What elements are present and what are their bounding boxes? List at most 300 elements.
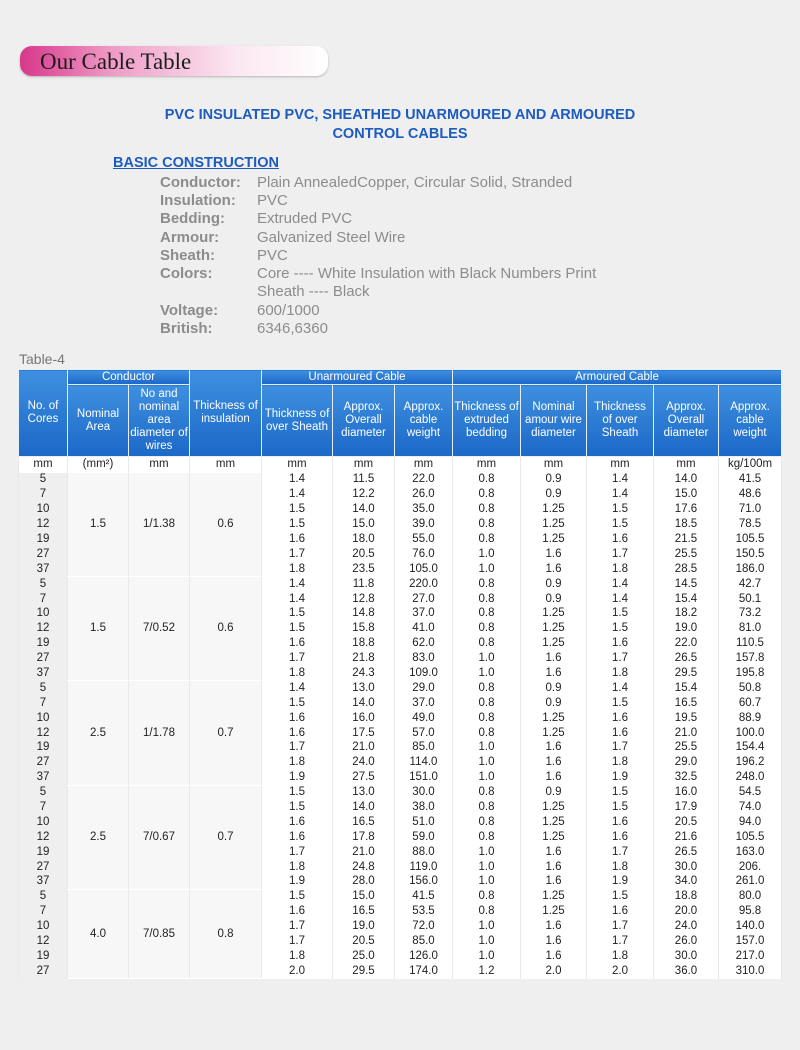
cores-cell: 27 [19, 651, 68, 666]
armoured-bedding-cell: 1.0 [453, 949, 521, 964]
unarmoured-weight-cell: 37.0 [395, 696, 453, 711]
header-armoured-wire: Nominal amour wire diameter [521, 385, 587, 457]
unarmoured-diameter-cell: 17.5 [333, 726, 395, 741]
unarmoured-sheath-cell: 1.8 [262, 562, 333, 577]
armoured-weight-cell: 261.0 [719, 875, 782, 890]
armoured-diameter-cell: 29.5 [654, 666, 719, 681]
basic-construction-title: BASIC CONSTRUCTION [113, 155, 279, 171]
armoured-bedding-cell: 0.8 [453, 607, 521, 622]
unarmoured-weight-cell: 49.0 [395, 711, 453, 726]
armoured-weight-cell: 105.5 [719, 532, 782, 547]
cores-cell: 12 [19, 934, 68, 949]
unarmoured-sheath-cell: 1.6 [262, 711, 333, 726]
armoured-bedding-cell: 0.8 [453, 785, 521, 800]
header-armoured-bedding: Thickness of extruded bedding [453, 385, 521, 457]
armoured-sheath-cell: 1.7 [587, 547, 654, 562]
header-unarmoured-diameter: Approx. Overall diameter [333, 385, 395, 457]
unarmoured-weight-cell: 30.0 [395, 785, 453, 800]
spec-value: Core ---- White Insulation with Black Numbers Print [257, 265, 597, 282]
spec-value: Galvanized Steel Wire [257, 229, 406, 246]
armoured-sheath-cell: 2.0 [587, 964, 654, 979]
unarmoured-diameter-cell: 19.0 [333, 919, 395, 934]
armoured-sheath-cell: 1.4 [587, 473, 654, 488]
armoured-bedding-cell: 0.8 [453, 904, 521, 919]
armoured-diameter-cell: 29.0 [654, 755, 719, 770]
unarmoured-weight-cell: 105.0 [395, 562, 453, 577]
unarmoured-weight-cell: 41.0 [395, 621, 453, 636]
armoured-diameter-cell: 19.5 [654, 711, 719, 726]
nominal-area-cell: 4.0 [68, 889, 129, 978]
unarmoured-sheath-cell: 1.8 [262, 860, 333, 875]
unit-cell: (mm²) [68, 457, 129, 473]
header-nominal-area: Nominal Area [68, 385, 129, 457]
armoured-diameter-cell: 30.0 [654, 860, 719, 875]
armoured-sheath-cell: 1.6 [587, 726, 654, 741]
unarmoured-diameter-cell: 24.0 [333, 755, 395, 770]
armoured-wire-cell: 1.6 [521, 860, 587, 875]
armoured-diameter-cell: 21.0 [654, 726, 719, 741]
table-caption: Table-4 [19, 351, 65, 367]
unarmoured-sheath-cell: 1.5 [262, 800, 333, 815]
armoured-diameter-cell: 21.5 [654, 532, 719, 547]
cores-cell: 10 [19, 711, 68, 726]
unarmoured-diameter-cell: 15.0 [333, 889, 395, 904]
unarmoured-sheath-cell: 1.8 [262, 755, 333, 770]
armoured-weight-cell: 95.8 [719, 904, 782, 919]
spec-value: Extruded PVC [257, 210, 353, 227]
table-row [19, 577, 782, 592]
armoured-wire-cell: 1.25 [521, 711, 587, 726]
unarmoured-diameter-cell: 14.0 [333, 696, 395, 711]
armoured-bedding-cell: 1.0 [453, 755, 521, 770]
unarmoured-sheath-cell: 1.7 [262, 741, 333, 756]
armoured-bedding-cell: 1.0 [453, 741, 521, 756]
armoured-weight-cell: 195.8 [719, 666, 782, 681]
banner-title: Our Cable Table [40, 49, 192, 74]
cores-cell: 5 [19, 785, 68, 800]
armoured-bedding-cell: 0.8 [453, 577, 521, 592]
unarmoured-diameter-cell: 12.8 [333, 592, 395, 607]
unarmoured-sheath-cell: 1.6 [262, 815, 333, 830]
armoured-sheath-cell: 1.5 [587, 502, 654, 517]
armoured-wire-cell: 0.9 [521, 577, 587, 592]
armoured-wire-cell: 1.25 [521, 830, 587, 845]
cores-cell: 5 [19, 473, 68, 488]
armoured-diameter-cell: 18.5 [654, 517, 719, 532]
cores-cell: 7 [19, 800, 68, 815]
armoured-wire-cell: 2.0 [521, 964, 587, 979]
armoured-wire-cell: 1.25 [521, 800, 587, 815]
armoured-bedding-cell: 0.8 [453, 473, 521, 488]
header-armoured-diameter: Approx. Overall diameter [654, 385, 719, 457]
unarmoured-diameter-cell: 13.0 [333, 681, 395, 696]
spec-value: Plain AnnealedCopper, Circular Solid, Stranded [257, 174, 573, 191]
armoured-wire-cell: 1.6 [521, 875, 587, 890]
unarmoured-sheath-cell: 1.8 [262, 949, 333, 964]
armoured-bedding-cell: 0.8 [453, 636, 521, 651]
armoured-sheath-cell: 1.7 [587, 919, 654, 934]
armoured-diameter-cell: 15.4 [654, 592, 719, 607]
header-conductor: Conductor [68, 370, 190, 385]
unarmoured-sheath-cell: 1.6 [262, 904, 333, 919]
unarmoured-sheath-cell: 1.5 [262, 785, 333, 800]
unarmoured-diameter-cell: 11.5 [333, 473, 395, 488]
armoured-sheath-cell: 1.8 [587, 949, 654, 964]
unarmoured-sheath-cell: 2.0 [262, 964, 333, 979]
armoured-bedding-cell: 1.0 [453, 547, 521, 562]
armoured-sheath-cell: 1.4 [587, 487, 654, 502]
nominal-area-cell: 2.5 [68, 785, 129, 889]
header-thickness-insulation: Thickness of insulation [190, 370, 262, 457]
unarmoured-diameter-cell: 20.5 [333, 934, 395, 949]
unarmoured-weight-cell: 85.0 [395, 934, 453, 949]
armoured-weight-cell: 78.5 [719, 517, 782, 532]
unarmoured-sheath-cell: 1.5 [262, 502, 333, 517]
armoured-weight-cell: 73.2 [719, 607, 782, 622]
cores-cell: 7 [19, 592, 68, 607]
armoured-wire-cell: 0.9 [521, 785, 587, 800]
unarmoured-sheath-cell: 1.6 [262, 532, 333, 547]
armoured-bedding-cell: 1.0 [453, 770, 521, 785]
nominal-area-cell: 1.5 [68, 577, 129, 681]
nominal-wires-cell: 1/1.38 [129, 473, 190, 577]
unarmoured-sheath-cell: 1.9 [262, 770, 333, 785]
unarmoured-diameter-cell: 14.8 [333, 607, 395, 622]
unarmoured-weight-cell: 62.0 [395, 636, 453, 651]
spec-label: Conductor: [160, 174, 241, 191]
unarmoured-diameter-cell: 24.8 [333, 860, 395, 875]
armoured-bedding-cell: 0.8 [453, 621, 521, 636]
armoured-weight-cell: 50.1 [719, 592, 782, 607]
unarmoured-diameter-cell: 18.0 [333, 532, 395, 547]
units-row [19, 457, 782, 473]
armoured-diameter-cell: 19.0 [654, 621, 719, 636]
armoured-wire-cell: 1.6 [521, 741, 587, 756]
unarmoured-weight-cell: 85.0 [395, 741, 453, 756]
unarmoured-sheath-cell: 1.7 [262, 934, 333, 949]
armoured-wire-cell: 0.9 [521, 473, 587, 488]
unarmoured-sheath-cell: 1.5 [262, 517, 333, 532]
armoured-weight-cell: 157.8 [719, 651, 782, 666]
armoured-weight-cell: 71.0 [719, 502, 782, 517]
unarmoured-sheath-cell: 1.5 [262, 696, 333, 711]
armoured-bedding-cell: 0.8 [453, 487, 521, 502]
armoured-bedding-cell: 0.8 [453, 830, 521, 845]
armoured-weight-cell: 310.0 [719, 964, 782, 979]
unarmoured-diameter-cell: 14.0 [333, 502, 395, 517]
unarmoured-diameter-cell: 16.5 [333, 904, 395, 919]
armoured-wire-cell: 1.25 [521, 636, 587, 651]
armoured-weight-cell: 163.0 [719, 845, 782, 860]
unarmoured-weight-cell: 151.0 [395, 770, 453, 785]
cores-cell: 37 [19, 562, 68, 577]
armoured-weight-cell: 50.8 [719, 681, 782, 696]
unarmoured-weight-cell: 156.0 [395, 875, 453, 890]
armoured-wire-cell: 0.9 [521, 696, 587, 711]
unarmoured-diameter-cell: 21.0 [333, 845, 395, 860]
armoured-weight-cell: 206. [719, 860, 782, 875]
armoured-wire-cell: 1.25 [521, 532, 587, 547]
unarmoured-weight-cell: 37.0 [395, 607, 453, 622]
armoured-bedding-cell: 1.0 [453, 845, 521, 860]
unarmoured-weight-cell: 114.0 [395, 755, 453, 770]
header-nominal-wires: No and nominal area diameter of wires [129, 385, 190, 457]
armoured-wire-cell: 1.25 [521, 517, 587, 532]
armoured-diameter-cell: 16.5 [654, 696, 719, 711]
armoured-weight-cell: 42.7 [719, 577, 782, 592]
armoured-sheath-cell: 1.4 [587, 592, 654, 607]
nominal-wires-cell: 7/0.67 [129, 785, 190, 889]
page-heading-line-1: PVC INSULATED PVC, SHEATHED UNARMOURED AND ARMOURED [164, 107, 636, 123]
unarmoured-diameter-cell: 23.5 [333, 562, 395, 577]
armoured-wire-cell: 0.9 [521, 681, 587, 696]
armoured-weight-cell: 60.7 [719, 696, 782, 711]
unarmoured-weight-cell: 174.0 [395, 964, 453, 979]
unit-cell: kg/100m [719, 457, 782, 473]
unarmoured-diameter-cell: 20.5 [333, 547, 395, 562]
insulation-cell: 0.7 [190, 785, 262, 889]
unarmoured-weight-cell: 22.0 [395, 473, 453, 488]
unarmoured-weight-cell: 72.0 [395, 919, 453, 934]
armoured-sheath-cell: 1.6 [587, 815, 654, 830]
armoured-wire-cell: 1.25 [521, 815, 587, 830]
unit-cell: mm [587, 457, 654, 473]
armoured-diameter-cell: 30.0 [654, 949, 719, 964]
armoured-bedding-cell: 0.8 [453, 592, 521, 607]
table-row [19, 889, 782, 904]
armoured-weight-cell: 105.5 [719, 830, 782, 845]
unarmoured-sheath-cell: 1.7 [262, 845, 333, 860]
armoured-diameter-cell: 21.6 [654, 830, 719, 845]
unarmoured-diameter-cell: 25.0 [333, 949, 395, 964]
nominal-area-cell: 2.5 [68, 681, 129, 785]
cores-cell: 5 [19, 681, 68, 696]
insulation-cell: 0.6 [190, 473, 262, 577]
armoured-wire-cell: 1.25 [521, 621, 587, 636]
unarmoured-diameter-cell: 12.2 [333, 487, 395, 502]
unarmoured-sheath-cell: 1.7 [262, 651, 333, 666]
unarmoured-sheath-cell: 1.8 [262, 666, 333, 681]
armoured-diameter-cell: 26.5 [654, 651, 719, 666]
armoured-sheath-cell: 1.5 [587, 800, 654, 815]
spec-label: Bedding: [160, 210, 225, 227]
cores-cell: 19 [19, 949, 68, 964]
unarmoured-diameter-cell: 13.0 [333, 785, 395, 800]
cores-cell: 19 [19, 845, 68, 860]
cores-cell: 37 [19, 770, 68, 785]
armoured-bedding-cell: 0.8 [453, 726, 521, 741]
armoured-bedding-cell: 1.2 [453, 964, 521, 979]
cores-cell: 7 [19, 487, 68, 502]
spec-label: Armour: [160, 229, 220, 246]
armoured-bedding-cell: 0.8 [453, 502, 521, 517]
cores-cell: 12 [19, 621, 68, 636]
unarmoured-diameter-cell: 16.5 [333, 815, 395, 830]
header-armoured-weight: Approx. cable weight [719, 385, 782, 457]
spec-label: Insulation: [160, 192, 236, 209]
armoured-bedding-cell: 0.8 [453, 800, 521, 815]
armoured-diameter-cell: 15.4 [654, 681, 719, 696]
armoured-bedding-cell: 1.0 [453, 860, 521, 875]
armoured-diameter-cell: 26.5 [654, 845, 719, 860]
armoured-bedding-cell: 0.8 [453, 696, 521, 711]
armoured-diameter-cell: 14.0 [654, 473, 719, 488]
armoured-wire-cell: 0.9 [521, 487, 587, 502]
nominal-wires-cell: 7/0.52 [129, 577, 190, 681]
unarmoured-diameter-cell: 18.8 [333, 636, 395, 651]
armoured-sheath-cell: 1.5 [587, 889, 654, 904]
armoured-bedding-cell: 0.8 [453, 711, 521, 726]
unarmoured-sheath-cell: 1.5 [262, 889, 333, 904]
armoured-weight-cell: 81.0 [719, 621, 782, 636]
armoured-wire-cell: 0.9 [521, 592, 587, 607]
cores-cell: 12 [19, 726, 68, 741]
unit-cell: mm [129, 457, 190, 473]
unarmoured-weight-cell: 220.0 [395, 577, 453, 592]
armoured-diameter-cell: 24.0 [654, 919, 719, 934]
armoured-weight-cell: 94.0 [719, 815, 782, 830]
armoured-wire-cell: 1.6 [521, 949, 587, 964]
header-unarmoured: Unarmoured Cable [262, 370, 453, 385]
unarmoured-weight-cell: 88.0 [395, 845, 453, 860]
unarmoured-sheath-cell: 1.7 [262, 919, 333, 934]
spec-value: 6346,6360 [257, 320, 328, 337]
cores-cell: 12 [19, 830, 68, 845]
armoured-weight-cell: 74.0 [719, 800, 782, 815]
unit-cell: mm [395, 457, 453, 473]
cores-cell: 19 [19, 636, 68, 651]
unit-cell: mm [262, 457, 333, 473]
unarmoured-weight-cell: 39.0 [395, 517, 453, 532]
armoured-sheath-cell: 1.5 [587, 785, 654, 800]
armoured-bedding-cell: 0.8 [453, 815, 521, 830]
armoured-wire-cell: 1.25 [521, 889, 587, 904]
cores-cell: 27 [19, 860, 68, 875]
cores-cell: 7 [19, 696, 68, 711]
armoured-diameter-cell: 17.6 [654, 502, 719, 517]
spec-label: British: [160, 320, 213, 337]
armoured-weight-cell: 80.0 [719, 889, 782, 904]
armoured-diameter-cell: 14.5 [654, 577, 719, 592]
armoured-wire-cell: 1.6 [521, 919, 587, 934]
armoured-diameter-cell: 20.5 [654, 815, 719, 830]
armoured-weight-cell: 186.0 [719, 562, 782, 577]
armoured-sheath-cell: 1.4 [587, 681, 654, 696]
header-cores: No. of Cores [19, 370, 68, 457]
armoured-sheath-cell: 1.5 [587, 696, 654, 711]
unarmoured-sheath-cell: 1.7 [262, 547, 333, 562]
armoured-weight-cell: 154.4 [719, 741, 782, 756]
armoured-weight-cell: 54.5 [719, 785, 782, 800]
armoured-bedding-cell: 0.8 [453, 889, 521, 904]
cores-cell: 27 [19, 964, 68, 979]
unarmoured-weight-cell: 26.0 [395, 487, 453, 502]
armoured-weight-cell: 157.0 [719, 934, 782, 949]
armoured-bedding-cell: 1.0 [453, 666, 521, 681]
armoured-sheath-cell: 1.6 [587, 830, 654, 845]
armoured-diameter-cell: 22.0 [654, 636, 719, 651]
unarmoured-diameter-cell: 24.3 [333, 666, 395, 681]
cores-cell: 37 [19, 666, 68, 681]
unit-cell: mm [654, 457, 719, 473]
unarmoured-weight-cell: 119.0 [395, 860, 453, 875]
cores-cell: 7 [19, 904, 68, 919]
armoured-weight-cell: 110.5 [719, 636, 782, 651]
armoured-bedding-cell: 0.8 [453, 532, 521, 547]
cores-cell: 37 [19, 875, 68, 890]
armoured-diameter-cell: 18.2 [654, 607, 719, 622]
armoured-sheath-cell: 1.6 [587, 904, 654, 919]
header-armoured: Armoured Cable [453, 370, 782, 385]
armoured-sheath-cell: 1.8 [587, 666, 654, 681]
cores-cell: 27 [19, 755, 68, 770]
armoured-diameter-cell: 25.5 [654, 741, 719, 756]
unarmoured-sheath-cell: 1.5 [262, 621, 333, 636]
header-armoured-sheath: Thickness of over Sheath [587, 385, 654, 457]
unarmoured-diameter-cell: 29.5 [333, 964, 395, 979]
unarmoured-sheath-cell: 1.4 [262, 592, 333, 607]
armoured-sheath-cell: 1.7 [587, 651, 654, 666]
unit-cell: mm [333, 457, 395, 473]
armoured-sheath-cell: 1.6 [587, 636, 654, 651]
armoured-sheath-cell: 1.6 [587, 532, 654, 547]
armoured-wire-cell: 1.25 [521, 607, 587, 622]
cores-cell: 10 [19, 815, 68, 830]
unarmoured-diameter-cell: 11.8 [333, 577, 395, 592]
unarmoured-weight-cell: 57.0 [395, 726, 453, 741]
spec-value: Sheath ---- Black [257, 283, 370, 300]
unarmoured-diameter-cell: 17.8 [333, 830, 395, 845]
armoured-sheath-cell: 1.5 [587, 607, 654, 622]
unarmoured-weight-cell: 55.0 [395, 532, 453, 547]
page-heading-line-2: CONTROL CABLES [332, 126, 468, 142]
title-banner [20, 46, 328, 76]
unarmoured-sheath-cell: 1.6 [262, 636, 333, 651]
unarmoured-weight-cell: 27.0 [395, 592, 453, 607]
table-body [19, 457, 782, 979]
unarmoured-sheath-cell: 1.9 [262, 875, 333, 890]
armoured-sheath-cell: 1.7 [587, 934, 654, 949]
unarmoured-sheath-cell: 1.4 [262, 681, 333, 696]
unarmoured-diameter-cell: 21.8 [333, 651, 395, 666]
unarmoured-weight-cell: 59.0 [395, 830, 453, 845]
unit-cell: mm [453, 457, 521, 473]
armoured-diameter-cell: 34.0 [654, 875, 719, 890]
spec-label: Voltage: [160, 302, 219, 319]
armoured-diameter-cell: 28.5 [654, 562, 719, 577]
armoured-weight-cell: 88.9 [719, 711, 782, 726]
armoured-weight-cell: 150.5 [719, 547, 782, 562]
unarmoured-sheath-cell: 1.6 [262, 726, 333, 741]
unarmoured-diameter-cell: 14.0 [333, 800, 395, 815]
insulation-cell: 0.7 [190, 681, 262, 785]
armoured-weight-cell: 140.0 [719, 919, 782, 934]
armoured-bedding-cell: 1.0 [453, 919, 521, 934]
table-row [19, 785, 782, 800]
armoured-wire-cell: 1.6 [521, 755, 587, 770]
armoured-diameter-cell: 15.0 [654, 487, 719, 502]
armoured-sheath-cell: 1.7 [587, 845, 654, 860]
unarmoured-diameter-cell: 21.0 [333, 741, 395, 756]
unarmoured-diameter-cell: 15.0 [333, 517, 395, 532]
spec-value: PVC [257, 247, 288, 264]
unarmoured-sheath-cell: 1.6 [262, 830, 333, 845]
cores-cell: 19 [19, 532, 68, 547]
armoured-weight-cell: 217.0 [719, 949, 782, 964]
nominal-area-cell: 1.5 [68, 473, 129, 577]
armoured-wire-cell: 1.6 [521, 845, 587, 860]
unarmoured-diameter-cell: 28.0 [333, 875, 395, 890]
